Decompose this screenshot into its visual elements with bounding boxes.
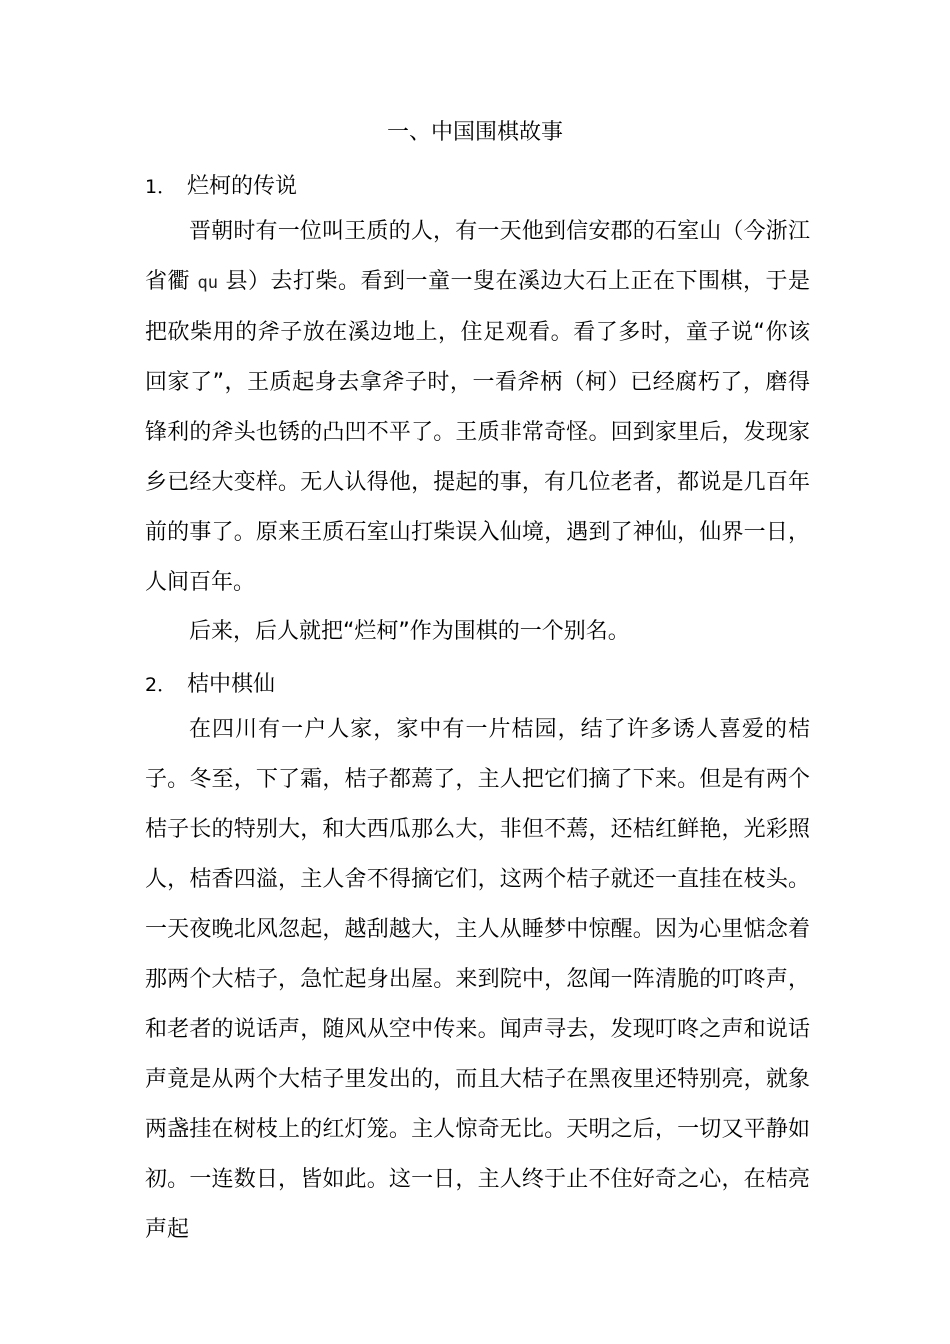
pinyin-annotation: qu (197, 273, 218, 293)
paragraph-orange-immortals: 在四川有一户人家，家中有一片桔园，结了许多诱人喜爱的桔子。冬至，下了霜，桔子都蔫了，主人把它们摘了下来。但是有两个桔子长的特别大，和大西瓜那么大，非但不蔫，还桔红鲜艳，光彩照人，桔香四溢，主人舍不得摘它们，这两个桔子就还一直挂在枝头。一天夜晚北风忽起，越刮越大，主人从睡梦中惊醒。因为心里惦念着那两个大桔子，急忙起身出屋。来到院中，忽闻一阵清脆的叮咚声，和老者的说话声，随风从空中传来。闻声寻去，发现叮咚之声和说话声竟是从两个大桔子里发出的，而且大桔子在黑夜里还特别亮，就象两盏挂在树枝上的红灯笼。主人惊奇无比。天明之后，一切又平静如初。一连数日，皆如此。这一日，主人终于止不住好奇之心，在桔亮声起 (145, 717, 810, 1242)
paragraph-lanke-alias: 后来，后人就把“烂柯”作为围棋的一个别名。 (189, 619, 630, 644)
section-number: 2． (145, 674, 177, 696)
section-heading-2 (145, 670, 275, 700)
paragraph-lanke-story (145, 207, 810, 608)
section-number: 1． (145, 176, 177, 198)
section-heading-1 (145, 172, 297, 202)
section-title: 烂柯的传说 (187, 174, 298, 199)
document-title: 一、中国围棋故事 (386, 120, 563, 145)
paragraph-text: 晋朝时有一位叫王质的人，有一天他到信安郡的石室山（今浙江省衢 (145, 219, 810, 294)
section-title: 桔中棋仙 (187, 672, 276, 697)
paragraph-text: 县）去打柴。看到一童一叟在溪边大石上正在下围棋，于是把砍柴用的斧子放在溪边地上，住足观看。看了多时，童子说“你该回家了”，王质起身去拿斧子时，一看斧柄（柯）已经腐朽了，磨得锋利的斧头也锈的凸凹不平了。王质非常奇怪。回到家里后，发现家乡已经大变样。无人认得他，提起的事，有几位老者，都说是几百年前的事了。原来王质石室山打柴误入仙境，遇到了神仙，仙界一日，人间百年。 (145, 269, 810, 595)
